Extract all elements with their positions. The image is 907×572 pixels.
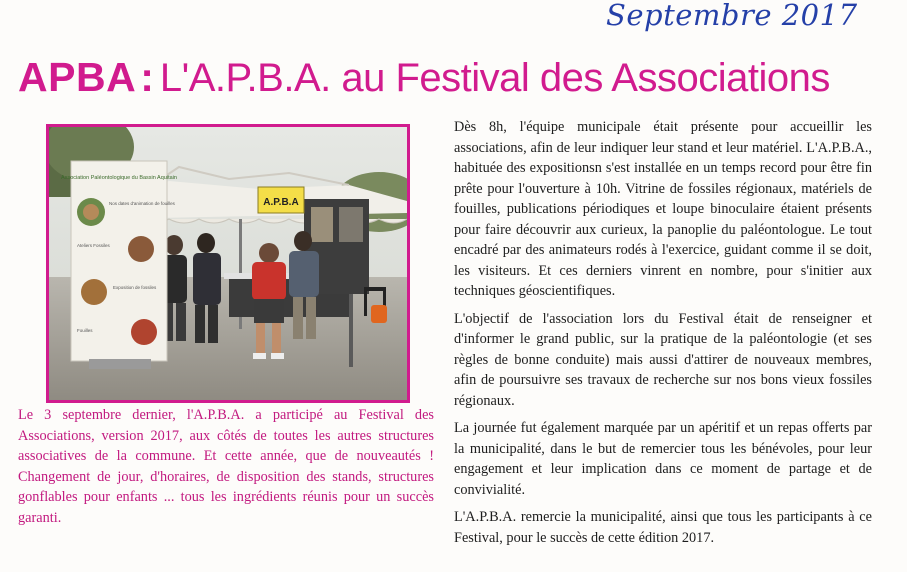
photo-caption: Le 3 septembre dernier, l'A.P.B.A. a participé au Festival des Associations, version 2017, aux côtés de toutes les autres structures associatives de la commune. Et cette année, que de nouveautés ! Changement de jour, d'horaires, de disposition des stands, structures gonflables pour enfants ... tous les ingrédients réunis pour un succès garanti.	[18, 407, 434, 526]
body-paragraph-3: La journée fut également marquée par un apéritif et un repas offerts par la municipalité, dans le but de remercier tous les bénévoles, pour leur engagement et leur implication dans ce moment de partage et de convivialité.	[454, 420, 872, 498]
rollup-label-2: Ateliers Fossiles	[77, 243, 110, 248]
handwritten-date-note: Septembre 2017	[606, 0, 858, 32]
rollup-title: Association Paléontologique du Bassin Aquitain	[61, 175, 177, 181]
headline-separator: :	[140, 54, 154, 100]
body-paragraph-1: Dès 8h, l'équipe municipale était présente pour accueillir les associations, afin de leur indiquer leur stand et leur matériel. L'A.P.B.A., habituée des expositionsn s'est installée en un temps record pour être fin prête pour l'ouverture à 10h. Vitrine de fossiles régionaux, matériels de fouilles, publications périodiques et loupe binoculaire étaient présents pour faire découvrir aux curieux, la panoplie du paléontologue. Le tout encadré par des animateurs rodés à l'exercice, guidant comme il se doit, les visiteurs. Et ces derniers vinrent en nombre, pour s'initier aux techniques géoscientifiques.	[454, 119, 872, 299]
banner-tag: A.P.B.A	[263, 197, 299, 208]
article-headline	[18, 54, 830, 101]
headline-tag: APBA	[18, 54, 137, 100]
body-paragraph-2: L'objectif de l'association lors du Festival était de renseigner et d'informer le grand public, sur la pratique de la paléontologie (et ses règles de bonne conduite) mais aussi d'attirer de nouveaux membres, afin de poursuivre ses travaux de recherche sur nos bons vieux fossiles régionaux.	[454, 310, 872, 409]
festival-photo	[46, 124, 410, 403]
rollup-label-1: Nos dates d'animation de fouilles	[109, 201, 175, 206]
rollup-label-4: Fouilles	[77, 328, 93, 333]
festival-photo-illustration	[49, 127, 407, 400]
headline-title: L'A.P.B.A. au Festival des Associations	[159, 56, 830, 100]
rollup-label-3: Exposition de fossiles	[113, 285, 157, 290]
body-paragraph-4: L'A.P.B.A. remercie la municipalité, ainsi que tous les participants à ce Festival, pour le succès de cette édition 2017.	[454, 509, 872, 546]
article-body	[454, 117, 872, 555]
